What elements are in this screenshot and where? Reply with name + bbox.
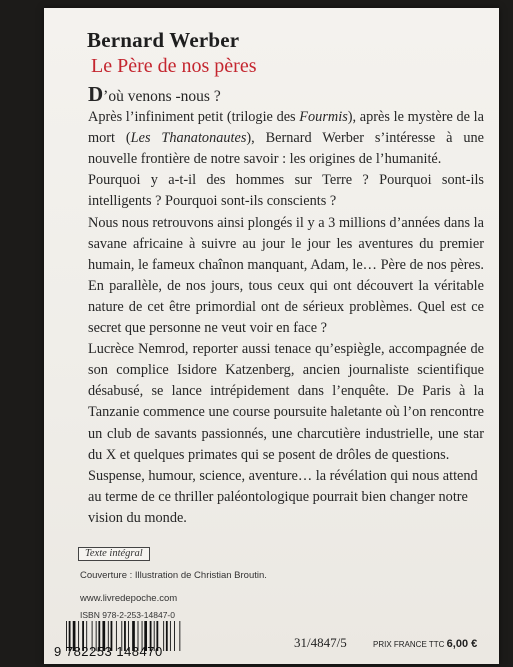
price-value: 6,00 €	[446, 638, 478, 650]
blurb-paragraph-5: Lucrèce Nemrod, reporter aussi tenace qu’espiègle, accompagnée de son complice Isidore Katzenberg, ancien journaliste scientifique désabusé, se lance intrépidement dans l’enquête. De Paris à la Tanzanie commence une course poursuite haletante où l’on rencontre un club de savants passionnés, une charcutière industrielle, une star du X et quelques primates qui se posent de drôles de questions.	[88, 341, 484, 463]
blurb	[88, 82, 484, 529]
book-back-cover	[44, 8, 499, 664]
isbn-number: ISBN 978-2-253-14847-0	[80, 610, 175, 620]
blurb-paragraph-1	[88, 82, 484, 107]
blurb-p1-text: ’où venons -nous ?	[103, 88, 221, 105]
blurb-paragraph-3: Pourquoi y a-t-il des hommes sur Terre ? Pourquoi sont-ils intelligents ? Pourquoi sont-ils conscients ?	[88, 172, 484, 210]
price-label: PRIX FRANCE TTC	[373, 640, 445, 649]
full-text-badge: Texte intégral	[78, 547, 150, 561]
blurb-p2-italic-fourmis: Fourmis	[299, 109, 348, 126]
blurb-p2-text-e: ), Bernard Werber s’intéresse à une nouvelle frontière de notre savoir : les origines de l’humanité.	[88, 130, 484, 168]
catalog-code: 31/4847/5	[294, 635, 347, 650]
author-name: Bernard Werber	[87, 28, 240, 52]
blurb-paragraph-2	[88, 107, 484, 170]
cover-credit: Couverture : Illustration de Christian Broutin.	[80, 570, 267, 581]
blurb-p2-text-a: Après l’infiniment petit (trilogie des	[88, 109, 300, 126]
book-title: Le Père de nos pères	[91, 55, 257, 77]
price	[373, 638, 477, 650]
blurb-paragraph-4: Nous nous retrouvons ainsi plongés il y a 3 millions d’années dans la savane africaine à suivre au jour le jour les aventures du premier humain, le fameux chaînon manquant, Adam, le… Père de nos pères. En parallèle, de nos jours, tous ceux qui ont découvert la véritable nature de cet être primordial ont de sérieux problèmes. Quel est ce secret que personne ne veut voir en face ?	[88, 214, 484, 337]
blurb-p2-italic-thanatonautes: Les Thanatonautes	[130, 130, 247, 147]
blurb-paragraph-6: Suspense, humour, science, aventure… la révélation qui nous attend au terme de ce thriller paléontologique pourrait bien changer notre vision du monde.	[88, 467, 478, 526]
blurb-p2-text-c: ), après le mystère de la mort (	[88, 109, 484, 147]
publisher-website: www.livredepoche.com	[80, 593, 178, 604]
barcode-digits: 9 782253 148470	[54, 644, 163, 659]
drop-cap: D	[88, 82, 104, 106]
